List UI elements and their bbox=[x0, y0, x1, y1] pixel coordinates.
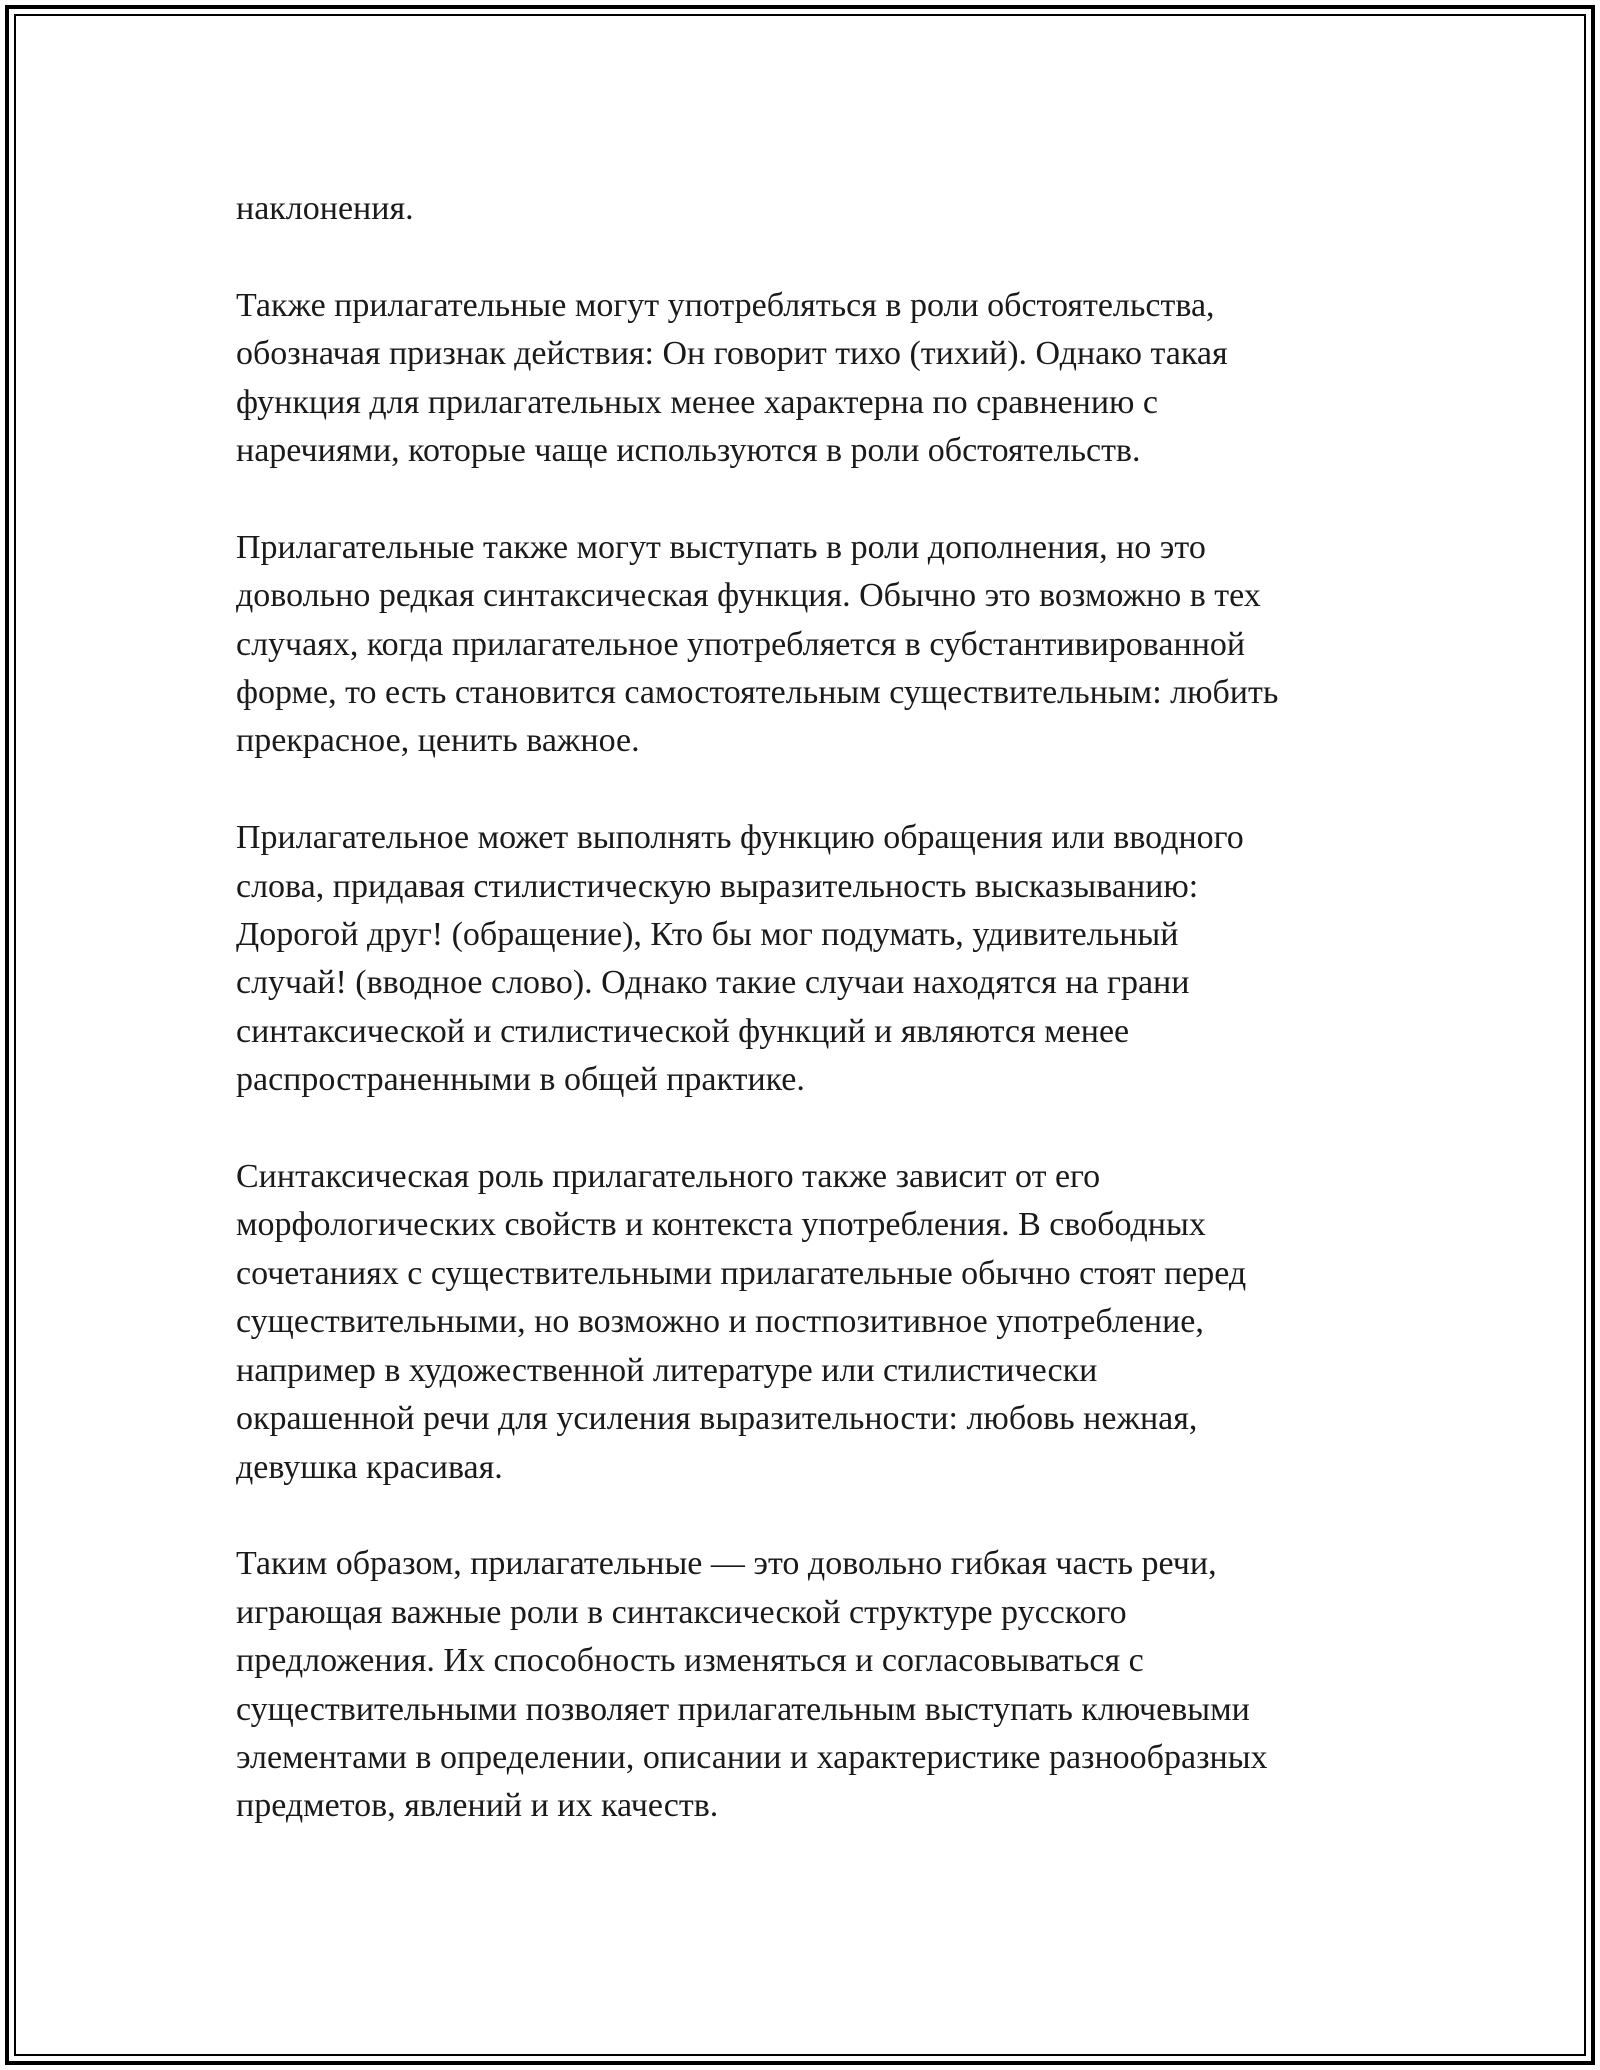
text-line: синтаксической и стилистической функций и являются менее bbox=[236, 1012, 1130, 1050]
text-line: случай! (вводное слово). Однако такие случаи находятся на грани bbox=[236, 964, 1190, 1002]
text-line: слова, придавая стилистическую выразительность высказыванию: bbox=[236, 867, 1199, 905]
text-line: играющая важные роли в синтаксической структуре русского bbox=[236, 1593, 1127, 1631]
text-line: Синтаксическая роль прилагательного также зависит от его bbox=[236, 1158, 1101, 1196]
text-line: распространенными в общей практике. bbox=[236, 1061, 805, 1099]
paragraph bbox=[236, 814, 1376, 1104]
text-line: обозначая признак действия: Он говорит тихо (тихий). Однако такая bbox=[236, 335, 1228, 373]
text-line: форме, то есть становится самостоятельным существительным: любить bbox=[236, 674, 1279, 712]
text-line: сочетаниях с существительными прилагательные обычно стоят перед bbox=[236, 1254, 1247, 1292]
paragraph bbox=[236, 1540, 1376, 1830]
text-line: Дорогой друг! (обращение), Кто бы мог подумать, удивительный bbox=[236, 916, 1179, 954]
text-line: окрашенной речи для усиления выразительности: любовь нежная, bbox=[236, 1400, 1198, 1438]
paragraph bbox=[236, 1153, 1376, 1492]
text-line: случаях, когда прилагательное употребляется в субстантивированной bbox=[236, 625, 1246, 663]
paragraph bbox=[236, 282, 1376, 476]
paragraph bbox=[236, 185, 1376, 233]
text-line: функция для прилагательных менее характерна по сравнению с bbox=[236, 383, 1159, 421]
text-line: например в художественной литературе или стилистически bbox=[236, 1351, 1098, 1389]
text-line: Прилагательные также могут выступать в роли дополнения, но это bbox=[236, 528, 1206, 566]
text-line: прекрасное, ценить важное. bbox=[236, 722, 640, 760]
text-line: Таким образом, прилагательные — это довольно гибкая часть речи, bbox=[236, 1545, 1217, 1583]
text-line: морфологических свойств и контекста употребления. В свободных bbox=[236, 1206, 1206, 1244]
text-line: элементами в определении, описании и характеристике разнообразных bbox=[236, 1738, 1268, 1776]
text-line: предложения. Их способность изменяться и согласовываться с bbox=[236, 1642, 1144, 1680]
text-line: девушка красивая. bbox=[236, 1448, 503, 1486]
paragraph bbox=[236, 524, 1376, 766]
text-line: Прилагательное может выполнять функцию обращения или вводного bbox=[236, 819, 1244, 857]
text-line: довольно редкая синтаксическая функция. Обычно это возможно в тех bbox=[236, 577, 1261, 615]
document-body bbox=[236, 185, 1376, 1879]
text-line: существительными, но возможно и постпозитивное употребление, bbox=[236, 1303, 1204, 1341]
text-line: Также прилагательные могут употребляться в роли обстоятельства, bbox=[236, 286, 1215, 324]
text-line: предметов, явлений и их качеств. bbox=[236, 1787, 719, 1825]
text-line: наклонения. bbox=[236, 190, 414, 227]
text-line: наречиями, которые чаще используются в роли обстоятельств. bbox=[236, 432, 1141, 470]
text-line: существительными позволяет прилагательным выступать ключевыми bbox=[236, 1690, 1250, 1728]
